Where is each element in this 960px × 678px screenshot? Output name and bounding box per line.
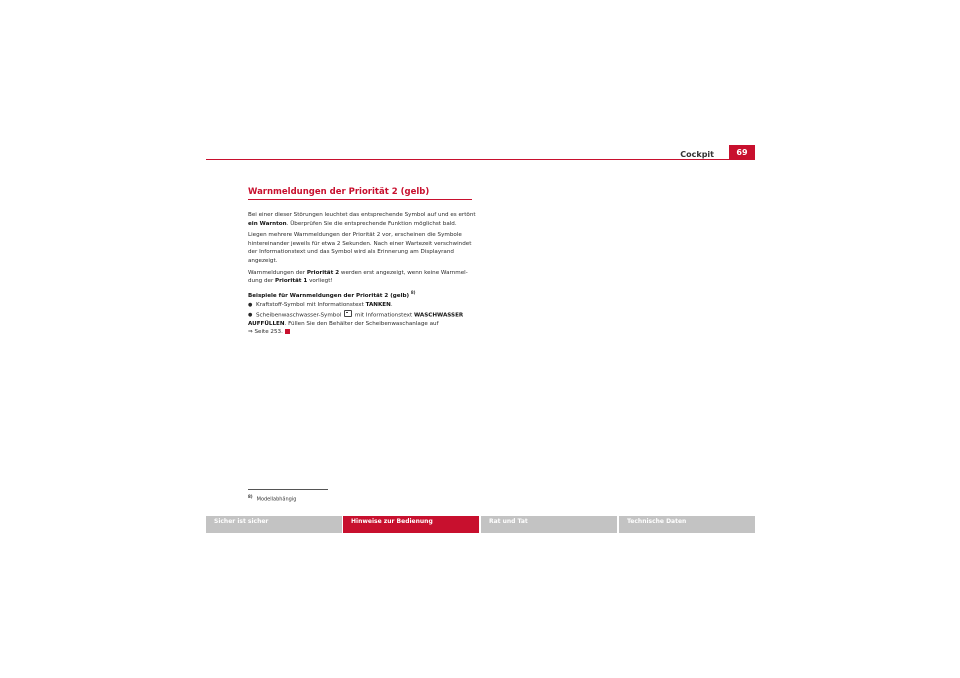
- footnote-text: Modellabhängig: [256, 496, 297, 503]
- bold-text: Beispiele für Warnmeldungen der Priorität 2 (gelb): [248, 292, 410, 299]
- list-item: [248, 310, 478, 329]
- text: Scheibenwaschwasser-Symbol: [256, 312, 344, 319]
- tab-technische-daten[interactable]: Technische Daten: [619, 516, 755, 533]
- bullet-icon: ●: [248, 312, 253, 319]
- text: vorliegt!: [307, 278, 333, 285]
- paragraph-2: Liegen mehrere Warnmeldungen der Priorität 2 vor, erscheinen die Symbole hintereinander jeweils für etwa 2 Sekunden. Nach einer Wartezeit verschwindet der Informationstext und das Symbol wird als Erinnerung am Displayrand angezeigt.: [248, 232, 472, 264]
- bold-text: Priorität 2: [306, 269, 340, 276]
- page-link[interactable]: ⇒ Seite 253.: [248, 329, 283, 336]
- bold-text: TANKEN: [365, 302, 391, 309]
- tab-hinweise-zur-bedienung[interactable]: Hinweise zur Bedienung: [343, 516, 479, 533]
- page-number: 69: [729, 145, 755, 160]
- bold-text: Priorität 1: [275, 278, 308, 285]
- tab-rat-und-tat[interactable]: Rat und Tat: [481, 516, 617, 533]
- text: . Überprüfen Sie die entsprechende Funktion möglichst bald.: [286, 220, 457, 227]
- footnote: [248, 494, 296, 503]
- text: werden erst angezeigt, wenn keine Warnmel-dung der: [248, 269, 468, 285]
- washer-fluid-icon: [344, 310, 352, 317]
- text: Kraftstoff-Symbol mit Informationstext: [256, 302, 366, 309]
- text: . Füllen Sie den Behälter der Scheibenwaschanlage auf: [284, 320, 439, 327]
- text: Warnmeldungen der: [248, 269, 307, 276]
- body-text: [248, 211, 478, 337]
- chapter-title: Cockpit: [680, 150, 714, 159]
- footnote-ref[interactable]: 8): [410, 289, 416, 295]
- tab-sicher-ist-sicher[interactable]: Sicher ist sicher: [206, 516, 342, 533]
- bold-text: ein Warnton: [248, 220, 287, 227]
- bold-text: WASCHWASSER AUFFÜLLEN: [248, 312, 464, 327]
- list-item: [248, 301, 478, 310]
- paragraph-1: [248, 211, 478, 228]
- examples-heading: [248, 289, 478, 300]
- text: Bei einer dieser Störungen leuchtet das entsprechende Symbol auf und es ertönt: [248, 212, 476, 218]
- section-heading: Warnmeldungen der Priorität 2 (gelb): [248, 187, 472, 200]
- text: .: [390, 302, 393, 309]
- header-rule: [206, 159, 755, 160]
- bullet-icon: ●: [248, 302, 253, 309]
- footnote-marker: 8): [248, 494, 253, 499]
- footnote-rule: [248, 489, 328, 490]
- end-mark-icon: [285, 329, 290, 334]
- paragraph-3: [248, 269, 478, 286]
- text: mit Informationstext: [353, 312, 414, 319]
- page-reference: [248, 328, 478, 337]
